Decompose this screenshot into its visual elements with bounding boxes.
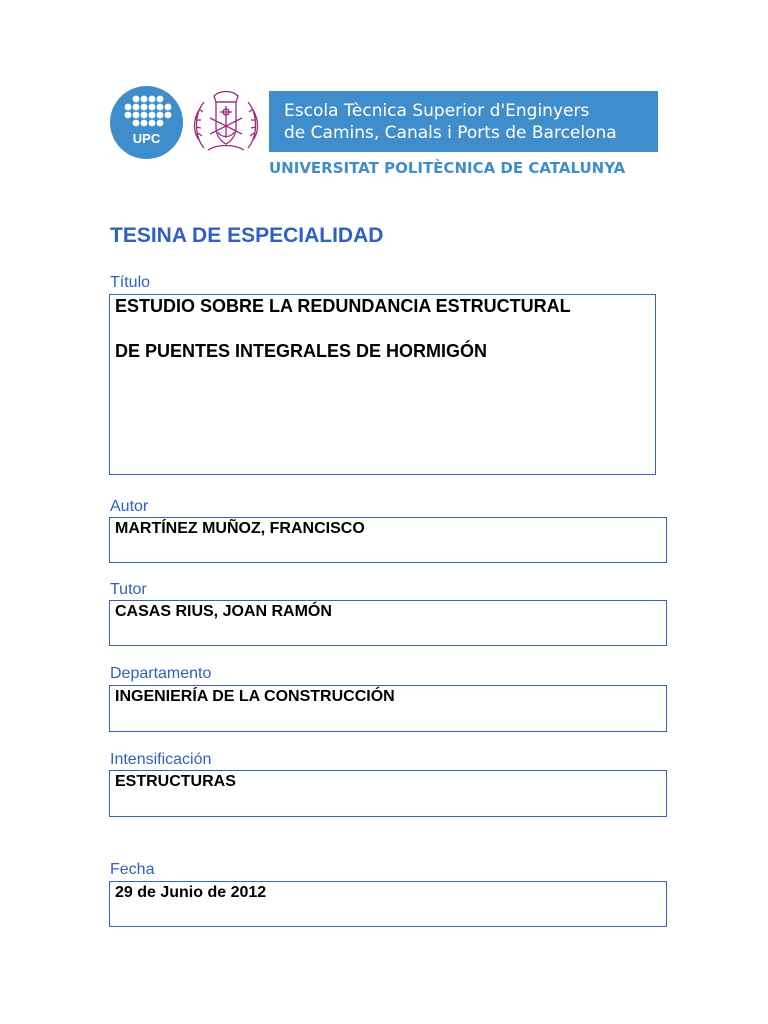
school-name-line-2: de Camins, Canals i Ports de Barcelona — [284, 123, 617, 143]
upc-logo-text: UPC — [132, 131, 161, 146]
titulo-label: Título — [110, 274, 151, 291]
departamento-value: INGENIERÍA DE LA CONSTRUCCIÓN — [115, 688, 395, 705]
departamento-box — [109, 685, 667, 732]
school-name-banner — [269, 91, 658, 152]
document-heading: TESINA DE ESPECIALIDAD — [110, 224, 384, 247]
tutor-box — [109, 600, 667, 646]
school-crest-logo — [190, 88, 262, 156]
autor-value: MARTÍNEZ MUÑOZ, FRANCISCO — [115, 520, 365, 537]
fecha-box — [109, 881, 667, 927]
upc-logo — [110, 86, 183, 159]
fecha-label: Fecha — [110, 861, 155, 878]
titulo-line-2: DE PUENTES INTEGRALES DE HORMIGÓN — [115, 341, 488, 361]
tutor-label: Tutor — [110, 581, 147, 598]
university-name: UNIVERSITAT POLITÈCNICA DE CATALUNYA — [269, 159, 626, 177]
autor-label: Autor — [110, 498, 149, 515]
intensificacion-box — [109, 770, 667, 817]
titulo-line-1: ESTUDIO SOBRE LA REDUNDANCIA ESTRUCTURAL — [115, 296, 571, 316]
autor-box — [109, 517, 667, 563]
intensificacion-label: Intensificación — [110, 751, 212, 768]
titulo-box — [109, 294, 656, 475]
school-name-line-1: Escola Tècnica Superior d'Enginyers — [284, 101, 590, 121]
departamento-label: Departamento — [110, 665, 212, 682]
tutor-value: CASAS RIUS, JOAN RAMÓN — [115, 603, 332, 620]
fecha-value: 29 de Junio de 2012 — [115, 884, 267, 901]
intensificacion-value: ESTRUCTURAS — [115, 773, 236, 790]
